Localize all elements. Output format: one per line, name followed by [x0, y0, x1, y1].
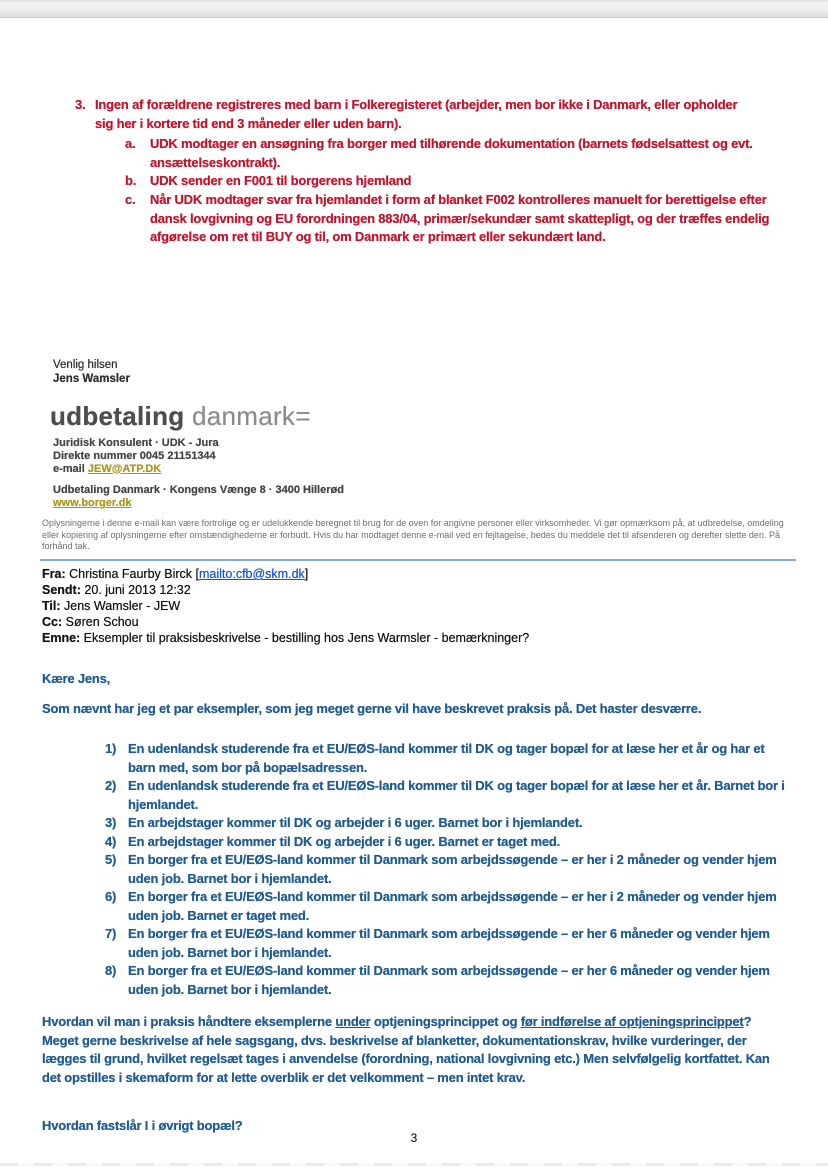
address-block [53, 484, 344, 510]
from-value: Christina Faurby Birck [ [65, 567, 199, 581]
example-item [105, 833, 792, 852]
examples-list [105, 740, 792, 999]
job-title-line: Juridisk Konsulent · UDK - Jura [53, 437, 219, 449]
example-text: En arbejdstager kommer til DK og arbejder i 6 uger. Barnet er taget med. [128, 833, 561, 849]
header-cc [42, 614, 529, 630]
signature-closing [53, 358, 130, 386]
sent-value: 20. juni 2013 12:32 [80, 583, 191, 597]
cc-label: Cc: [42, 615, 63, 629]
example-marker: 3) [105, 815, 117, 830]
procedure-sub-item [125, 135, 775, 172]
udbetaling-danmark-logo [50, 401, 311, 431]
question-segment: optjeningsprincippet og [370, 1014, 521, 1029]
example-item [105, 962, 792, 999]
contact-block [53, 437, 219, 475]
from-bracket: ] [304, 567, 309, 581]
example-marker: 2) [105, 778, 117, 793]
phone-line: Direkte nummer 0045 21151344 [53, 449, 216, 462]
sub-item-text: Når UDK modtager svar fra hjemlandet i form af blanket F002 kontrolleres manuelt for berettigelse efter dansk lovgivning og EU forordningen 883/04, primær/sekundær samt skattepligt, og der træffes endelig afgørelse om ret til BUY og til, om Danmark er primært eller sekundært land. [150, 191, 770, 245]
question-segment-underlined: under [335, 1014, 371, 1029]
header-sent [42, 582, 529, 598]
example-text: En udenlandsk studerende fra et EU/EØS-land kommer til DK og tager bopæl for at læse her et år og har et barn med, som bor på bopælsadressen. [128, 741, 765, 775]
confidentiality-disclaimer: Oplysningerne i denne e-mail kan være fortrolige og er udelukkende beregnet til brug for de oven for angivne personer eller virksomheder. Vi gør opmærksom på, at udbredelse, omdeling eller kopiering af oplysningerne efter omstændighederne er forbudt. Hvis du har modtaget denne e-mail ved en fejltagelse, bedes du meddele det til afsenderen og derefter slette den. På forhånd tak. [42, 518, 784, 551]
scan-edge-top [0, 0, 828, 18]
header-to [42, 598, 529, 614]
procedure-sub-list [125, 135, 775, 247]
page-number: 3 [410, 1133, 418, 1145]
example-text: En borger fra et EU/EØS-land kommer til Danmark som arbejdssøgende – er her i 2 måneder og vender hjem uden job. Barnet er taget med. [128, 889, 777, 923]
example-item [105, 740, 792, 777]
subject-value: Eksempler til praksisbeskrivelse - bestilling hos Jens Warmsler - bemærkninger? [80, 631, 530, 645]
email-label: e-mail [53, 462, 88, 475]
sub-item-marker: b. [125, 173, 137, 189]
from-label: Fra: [42, 567, 66, 581]
example-marker: 4) [105, 833, 117, 849]
to-value: Jens Wamsler - JEW [60, 599, 181, 613]
example-text: En borger fra et EU/EØS-land kommer til Danmark som arbejdssøgende – er her 6 måneder og vender hjem uden job. Barnet bor i hjemlandet. [128, 926, 770, 960]
example-text: En arbejdstager kommer til DK og arbejder i 6 uger. Barnet bor i hjemlandet. [128, 815, 583, 830]
sub-item-marker: a. [125, 136, 136, 152]
example-marker: 5) [105, 852, 117, 867]
separator-line [40, 559, 796, 561]
address-line: Udbetaling Danmark · Kongens Vænge 8 · 3400 Hillerød [53, 484, 344, 496]
procedure-sub-item [125, 191, 775, 247]
email-line [53, 463, 219, 476]
example-marker: 8) [105, 963, 117, 978]
closing-phrase: Venlig hilsen [53, 359, 118, 371]
to-label: Til: [42, 599, 61, 613]
procedure-sub-item [125, 172, 775, 191]
question-segment: Hvordan vil man i praksis håndtere eksemplerne [42, 1014, 336, 1029]
header-from [42, 566, 529, 582]
sub-item-text: UDK modtager en ansøgning fra borger med tilhørende dokumentation (barnets fødselsattest og evt. ansættelseskontrakt). [150, 136, 753, 170]
procedure-item-text: Ingen af forældrene registreres med barn i Folkeregisteret (arbejder, men bor ikke i Danmark, eller opholder sig her i kortere tid end 3 måneder eller uden barn). [95, 97, 738, 131]
intro-paragraph: Som nævnt har jeg et par eksempler, som jeg meget gerne vil have beskrevet praksis på. Det haster desværre. [42, 700, 702, 716]
example-text: En borger fra et EU/EØS-land kommer til Danmark som arbejdssøgende – er her i 2 måneder og vender hjem uden job. Barnet bor i hjemlandet. [128, 852, 777, 886]
question-paragraph [42, 1013, 790, 1087]
mailto-link[interactable]: mailto:cfb@skm.dk [199, 567, 305, 581]
example-item [105, 777, 792, 814]
header-subject [42, 630, 529, 646]
sender-name: Jens Wamsler [53, 373, 130, 385]
email-link[interactable]: JEW@ATP.DK [87, 462, 162, 475]
example-marker: 7) [105, 926, 117, 941]
question-segment-underlined: før indførelse af optjeningsprincippet [520, 1014, 744, 1029]
greeting: Kære Jens, [42, 671, 111, 686]
sub-item-text: UDK sender en F001 til borgerens hjemland [150, 173, 412, 189]
question-segment: ? Meget gerne beskrivelse af hele sagsgang, dvs. beskrivelse af blanketter, dokumentationskrav, hvilke vurderinger, der lægges til grund, hvilket regelsæt tages i anvendelse (forordning, national lovgivning etc.) Men selvfølgelig kortfattet. Kan det opstilles i skemaform for at lette overblik er det velkomment – men intet krav. [42, 1014, 770, 1085]
logo-wordmark-primary: udbetaling [50, 401, 185, 431]
example-item [105, 814, 792, 833]
procedure-item-number: 3. [75, 97, 86, 112]
procedure-item [75, 96, 775, 133]
website-link[interactable]: www.borger.dk [53, 497, 132, 509]
example-item [105, 925, 792, 962]
email-header-block [42, 566, 529, 646]
logo-wordmark-secondary: danmark= [184, 401, 311, 431]
example-marker: 6) [105, 889, 117, 904]
example-text: En borger fra et EU/EØS-land kommer til Danmark som arbejdssøgende – er her 6 måneder og vender hjem uden job. Barnet bor i hjemlandet. [128, 963, 770, 997]
example-marker: 1) [105, 741, 117, 756]
final-question: Hvordan fastslår I i øvrigt bopæl? [42, 1118, 243, 1133]
example-item [105, 851, 792, 888]
example-item [105, 888, 792, 925]
example-text: En udenlandsk studerende fra et EU/EØS-land kommer til DK og tager bopæl for at læse her et år. Barnet bor i hjemlandet. [128, 778, 785, 812]
procedure-section [75, 96, 775, 247]
sent-label: Sendt: [42, 583, 81, 597]
subject-label: Emne: [42, 631, 81, 645]
sub-item-marker: c. [125, 191, 136, 207]
message-body [42, 670, 792, 1136]
cc-value: Søren Schou [62, 615, 139, 629]
scan-edge-bottom [0, 1163, 828, 1166]
